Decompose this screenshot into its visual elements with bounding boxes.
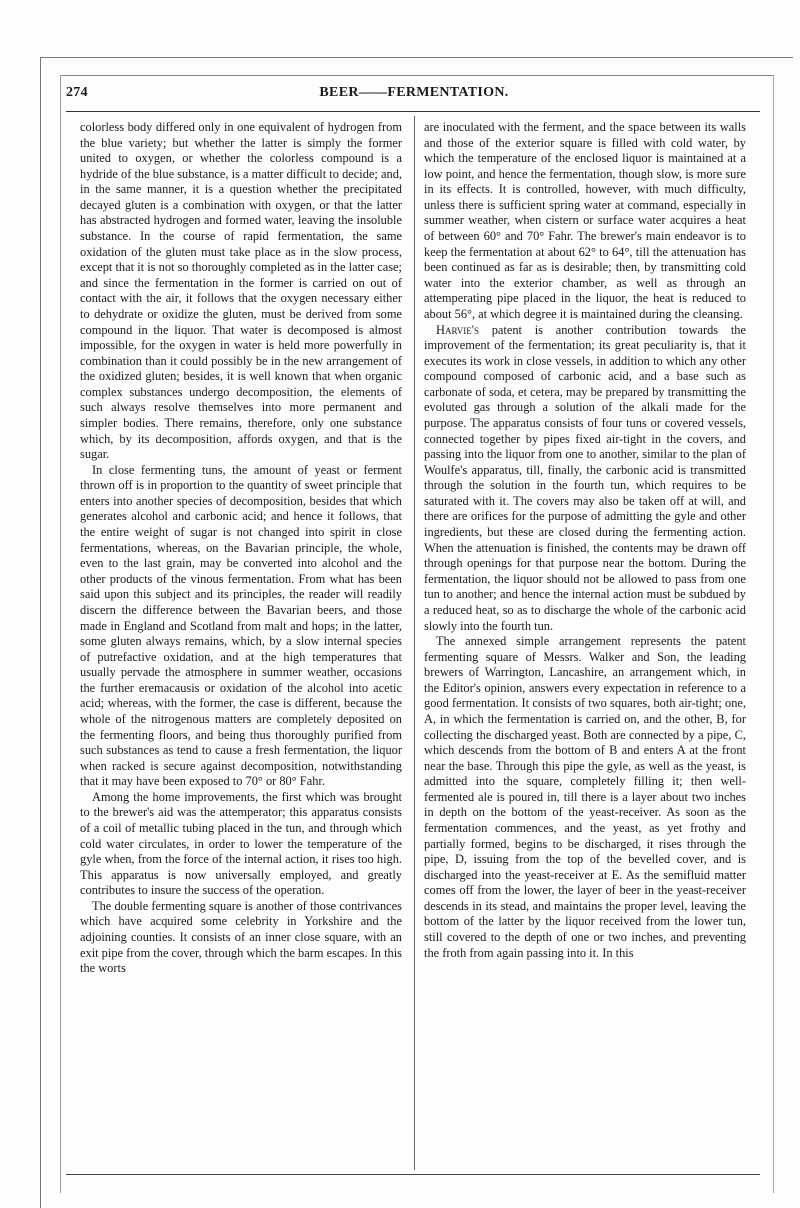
paragraph: In close fermenting tuns, the amount of yeast or ferment thrown off is in proportion to the quantity of sweet principle that enters into another species of decomposition, besides that which generates alcohol and carbonic acid; and hence it follows, that the entire weight of sugar is not changed into spirit in close fermentations, whereas, on the Bavarian principle, the whole, even to the last grain, may be converted into alcohol and the other products of the vinous fermentation. From what has been said upon this subject and its principles, the reader will readily discern the difference between the Bavarian beers, and those made in England and Scotland from malt and hops; in the latter, some gluten always remains, which, by a slow internal species of putrefactive oxidation, and at the high temperatures that usually pervade the atmosphere in summer weather, occasions the further eremacausis or oxidation of the alcohol into acetic acid; whereas, with the former, the case is different, because the whole of the nitrogenous matters are completely deposited on the fermenting floors, and being thus thoroughly purified from such substances as tend to cause a fresh fermentation, the liquor when racked is secure against decomposition, notwithstanding that it may have been exposed to 70° or 80° Fahr.	[80, 462, 402, 789]
inventor-name: Harvie's	[436, 322, 479, 337]
bottom-rule	[66, 1174, 760, 1175]
column-divider	[414, 116, 415, 1170]
paragraph: colorless body differed only in one equivalent of hydrogen from the blue variety; but whether the latter is simply the former united to oxygen, or whether the colorless compound is a hydride of the blue substance, is a matter difficult to decide; and, in the same manner, it is a question whether the precipitated decayed gluten is a combination with oxygen, or that the latter has abstracted hydrogen and formed water, leaving the insoluble substance. In the course of rapid fermentation, the same oxidation of the gluten must take place as in the slow process, except that it is not so thoroughly completed as in the latter case; and since the fermentation in the former is carried on out of contact with the air, it follows that the oxygen necessary either to dehydrate or oxidize the gluten, must be derived from some compound in the liquor. That water is decomposed is almost impossible, for the oxygen in water is held more powerfully in combination than it could possibly be in the new arrangement of the oxidized gluten; besides, it is well known that when organic complex substances undergo decomposition, the elements of such always resolve themselves into more permanent and simpler bodies. There remains, therefore, only one substance which, by its decomposition, affords oxygen, and that is the sugar.	[80, 120, 402, 462]
paragraph	[424, 323, 746, 635]
running-title: BEER——FERMENTATION.	[319, 85, 509, 100]
paragraph: Among the home improvements, the first which was brought to the brewer's aid was the attemperator; this apparatus consists of a coil of metallic tubing placed in the tun, and through which cold water circulates, in order to lower the temperature of the gyle when, from the force of the internal action, it rises too high. This apparatus is now universally employed, and greatly contributes to insure the success of the operation.	[80, 789, 402, 898]
page-number: 274	[66, 85, 88, 100]
paragraph: are inoculated with the ferment, and the space between its walls and those of the exterior square is filled with cold water, by which the temperature of the enclosed liquor is maintained at a low point, and hence the fermentation, though slow, is more sure in its effects. It is controlled, however, with much difficulty, unless there is sufficient spring water at command, especially in summer weather, when cistern or surface water acquires a heat of between 60° and 70° Fahr. The brewer's main endeavor is to keep the fermentation at about 62° to 64°, till the attenuation has been continued as far as is desirable; then, by transmitting cold water into the exterior chamber, as well as through an attemperating pipe placed in the liquor, the heat is reduced to about 56°, at which degree it is maintained during the cleansing.	[424, 120, 746, 321]
running-header	[66, 85, 762, 107]
left-column	[80, 120, 402, 1172]
paragraph: The double fermenting square is another of those contrivances which have acquired some celebrity in Yorkshire and the adjoining counties. It consists of an inner close square, with an exit pipe from the cover, through which the barm escapes. In this the worts	[80, 898, 402, 976]
header-rule	[66, 111, 760, 112]
paragraph-text: patent is another contribution towards the improvement of the fermentation; its great peculiarity is, that it executes its work in close vessels, in addition to which any other compound composed of carbonic acid, and a base such as carbonate of soda, et cetera, may be prepared by transmitting the evoluted gas through a solution of the alkali made for the purpose. The apparatus consists of four tuns or covered vessels, connected together by pipes fixed air-tight in the covers, and passing into the liquor from one to another, similar to the plan of Woulfe's apparatus, till, finally, the carbonic acid is transmitted through the solution in the fourth tun, which requires to be saturated with it. The covers may also be taken off at will, and there are orifices for the purpose of admitting the gyle and other ingredients, but these are closed during the fermenting action. When the attenuation is finished, the contents may be drawn off through openings for that purpose near the bottom. During the fermentation, the liquor should not be allowed to pass from one tun to another; and hence the internal action must be subdued by a reduced heat, so as to discharge the whole of the carbonic acid slowly into the fourth tun.	[424, 322, 746, 633]
right-column	[424, 120, 746, 1172]
paragraph: The annexed simple arrangement represents the patent fermenting square of Messrs. Walker and Son, the leading brewers of Warrington, Lancashire, an arrangement which, in the Editor's opinion, answers every expectation in reference to a good fermentation. It consists of two squares, both air-tight; one, A, in which the fermentation is carried on, and the other, B, for collecting the discharged yeast. Both are connected by a pipe, C, which descends from the bottom of B and enters A at the front near the base. Through this pipe the gyle, as well as the yeast, is admitted into the square, completely filling it; then well-fermented ale is poured in, till there is a layer about two inches in depth on the bottom of the yeast-receiver. As soon as the fermentation commences, and the yeast, as yet frothy and partially formed, begins to be discharged, it rises through the pipe, D, issuing from the top of the bevelled cover, and is discharged into the yeast-receiver at E. As the semifluid matter comes off from the lower, the layer of beer in the yeast-receiver descends in its stead, and maintains the proper level, leaving the bottom of the latter by the liquor received from the lower tun, still covered to the depth of one or two inches, and preventing the froth from again passing into it. In this	[424, 634, 746, 960]
